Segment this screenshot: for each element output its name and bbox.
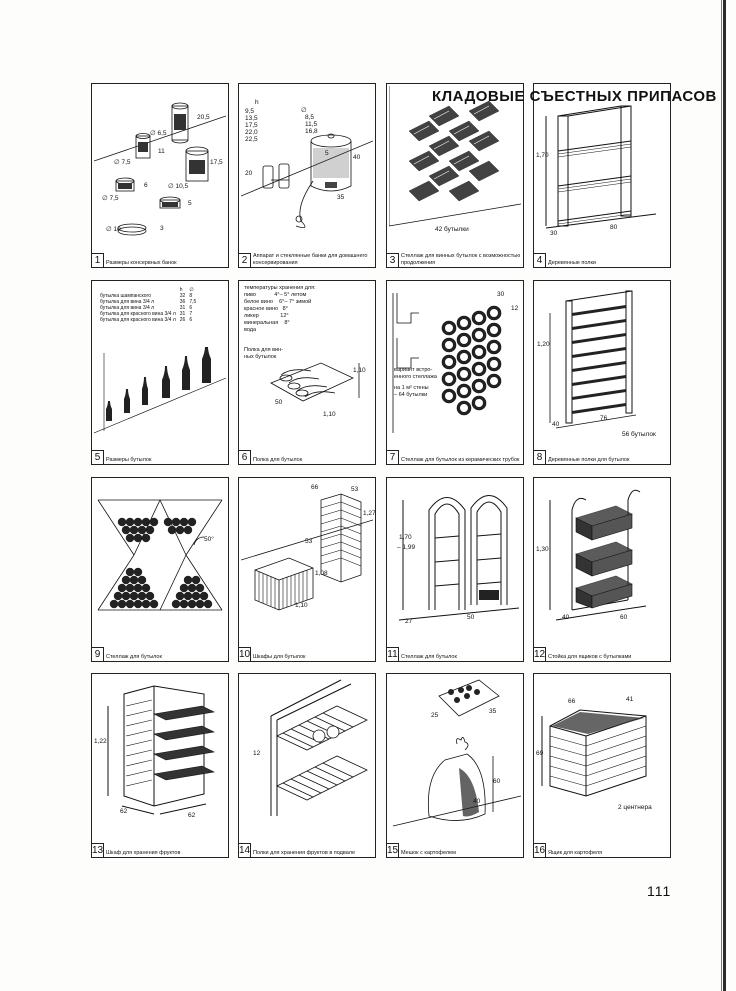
figure-caption: Шкафы для бутылок (253, 653, 306, 660)
dim-label: 30 (497, 291, 505, 298)
dim-label: 60 (620, 614, 628, 621)
dim-label: 40 (353, 154, 361, 161)
figure-9-bottle-rack-drawing (94, 480, 226, 638)
dim-label: 50 (275, 399, 283, 406)
page-edge (723, 0, 726, 991)
figure-caption: Деревянные полки (548, 259, 596, 266)
dim-label: 20 (245, 170, 253, 177)
capacity-label: 56 бутылок (622, 431, 656, 438)
dim-label: 53 (305, 538, 313, 545)
figure-15-potato-sack-drawing (389, 676, 521, 834)
figure-number: 11 (387, 649, 398, 660)
figure-caption: Стеллаж для винных бутылок с возможностью продолжения (401, 253, 521, 266)
angle-label: 50° (204, 536, 214, 543)
figure-16-cell (533, 673, 671, 858)
figure-6-cell (238, 280, 376, 465)
figure-2-cell (238, 83, 376, 268)
shelf-description: Полка для вин- ных бутылок (244, 347, 284, 360)
dim-label: ∅ 10 (106, 226, 121, 233)
figure-10-cell (238, 477, 376, 662)
dim-label: 1,22 (94, 738, 107, 745)
dim-label: 35 (489, 708, 497, 715)
table-cell: 7 (189, 311, 193, 317)
dim-label: 66 (311, 484, 319, 491)
table-header-cell: ∅ (189, 287, 194, 293)
figure-caption: Стеллаж для бутылок (106, 653, 162, 660)
table-cell: бутылка для вина 3/4 л (100, 299, 155, 305)
figure-7-ceramic-tube-rack-drawing (389, 283, 521, 441)
dim-label: 60 (493, 778, 501, 785)
dim-label: ∅ 7,5 (102, 195, 119, 202)
dim-label: 1,27 (363, 510, 376, 517)
figure-caption: Деревянные полки для бутылок (548, 456, 630, 463)
dim-label: 1,70 (399, 534, 412, 541)
dim-label: 1,08 (315, 570, 328, 577)
dim-label: 1,10 (353, 367, 366, 374)
dim-label: 80 (610, 224, 618, 231)
figure-number: 13 (92, 845, 104, 856)
figure-caption: Стойка для ящиков с бутылками (548, 653, 632, 660)
dim-label: 17,5 (210, 159, 223, 166)
figure-caption: Полки для хранения фруктов в подвале (253, 849, 356, 856)
figure-13-fruit-cabinet-drawing (94, 676, 226, 834)
dim-label: 11 (158, 148, 165, 155)
figure-13-cell (91, 673, 229, 858)
h-values: 9,5 13,5 17,5 22,0 22,5 (245, 108, 258, 143)
figure-caption: Ящик для картофеля (548, 849, 603, 856)
figure-11-cell (386, 477, 524, 662)
dim-label: 41 (626, 696, 634, 703)
table-header-cell: h (179, 287, 183, 293)
dim-label: ∅ 7,5 (114, 159, 131, 166)
dim-label: 76 (600, 415, 608, 422)
figure-1-cell (91, 83, 229, 268)
dim-label: 66 (568, 698, 576, 705)
figure-5-bottles-drawing (94, 283, 226, 441)
figure-3-wine-rack-drawing (389, 86, 521, 244)
table-cell: бутылка для красного вина 3/4 л (100, 311, 176, 317)
figure-number: 15 (387, 845, 399, 856)
d-header: ∅ (301, 107, 307, 114)
figure-caption: Шкаф для хранения фруктов (106, 849, 181, 856)
dim-label: 5 (325, 150, 329, 157)
figure-5-cell (91, 280, 229, 465)
table-cell: 8 (189, 293, 193, 299)
figure-14-cellar-fruit-shelves-drawing (241, 676, 373, 834)
figure-6-bottle-shelf-drawing (241, 283, 373, 441)
figure-2-canning-drawing (241, 86, 373, 244)
figure-number: 6 (239, 450, 251, 464)
dim-label: 30 (550, 230, 558, 237)
page-number: 111 (647, 883, 672, 899)
capacity-label: 42 бутылки (435, 226, 469, 233)
table-cell: 31 (179, 305, 186, 311)
dim-label: 1,20 (537, 341, 550, 348)
dim-label: 1,70 (536, 152, 549, 159)
dim-label: 40 (552, 421, 560, 428)
dim-label: 62 (120, 808, 128, 815)
figure-caption: Размеры консервных банок (106, 259, 177, 266)
storage-temperatures: температуры хранения для: пиво 4°– 5° летом белое вино 6°– 7° зимой красное вино 8° ликер 12° минеральная 8° вода (244, 285, 316, 333)
figure-caption: Полка для бутылок (253, 456, 303, 463)
table-cell: 6 (189, 317, 193, 323)
figure-4-cell (533, 83, 671, 268)
figure-number: 14 (239, 845, 251, 856)
dim-label: 40 (562, 614, 570, 621)
dim-label: 3 (160, 225, 164, 232)
figure-caption: Мешок с картофелем (401, 849, 456, 856)
table-cell: 31 (179, 311, 186, 317)
figure-number: 1 (92, 253, 104, 267)
figure-14-cell (238, 673, 376, 858)
figure-number: 12 (534, 649, 546, 660)
dim-label: 5 (188, 200, 192, 207)
figure-15-cell (386, 673, 524, 858)
dim-label: 12 (511, 305, 519, 312)
figure-caption: Размеры бутылок (106, 456, 152, 463)
figure-number: 7 (387, 450, 399, 464)
table-cell: 7,5 (189, 299, 197, 305)
dim-label: 6 (144, 182, 148, 189)
figure-number: 5 (92, 450, 104, 464)
table-cell: 36 (179, 299, 186, 305)
figure-9-cell (91, 477, 229, 662)
table-cell: 32 (179, 293, 186, 299)
figure-caption: Стеллаж для бутылок из керамических трубок (401, 456, 520, 463)
figure-number: 2 (239, 253, 251, 267)
figure-7-cell (386, 280, 524, 465)
dim-label: 1,10 (295, 602, 308, 609)
table-cell: бутылка для вина 3/4 л (100, 305, 155, 311)
figure-12-cell (533, 477, 671, 662)
dim-label: ∅ 6,5 (150, 130, 167, 137)
figure-4-wooden-shelves-drawing (536, 86, 668, 244)
built-in-variant-text: вариант встро- енного стеллажа (394, 367, 437, 380)
figure-number: 9 (92, 647, 104, 661)
figure-number: 16 (534, 845, 546, 856)
figure-caption: Стеллаж для бутылок (401, 653, 457, 660)
figure-number: 10 (239, 649, 251, 660)
dim-label: 53 (351, 486, 359, 493)
figure-10-bottle-cabinets-drawing (241, 480, 373, 638)
table-cell: 6 (189, 305, 193, 311)
capacity-note: на 1 м² стены – 64 бутылки (394, 385, 429, 398)
figure-3-cell (386, 83, 524, 268)
dim-label: 40 (473, 798, 481, 805)
dim-label: – 1,99 (397, 544, 416, 551)
figure-12-crate-stand-drawing (536, 480, 668, 638)
dim-label: 12 (253, 750, 261, 757)
dim-label: 50 (467, 614, 475, 621)
dim-label: 25 (431, 712, 439, 719)
capacity-label: 2 центнера (618, 804, 652, 811)
dim-label: 35 (337, 194, 345, 201)
dim-label: 1,30 (536, 546, 549, 553)
dim-label: 69 (536, 750, 544, 757)
h-header: h (255, 99, 259, 106)
dim-label: 27 (405, 618, 413, 625)
figure-number: 3 (387, 253, 399, 267)
table-cell: бутылка шампанского (100, 293, 152, 299)
table-cell: бутылка для красного вина 3/4 л (100, 317, 176, 323)
figure-11-arched-rack-drawing (389, 480, 521, 638)
dim-label: ∅ 10,5 (168, 183, 189, 190)
figure-caption: Аппарат и стеклянные банки для домашнего консервирования (253, 253, 368, 266)
d-values: 8,5 11,5 16,8 (305, 114, 318, 135)
table-cell: 26 (179, 317, 186, 323)
page-edge-line (721, 0, 722, 991)
dim-label: 1,10 (323, 411, 336, 418)
figure-8-cell (533, 280, 671, 465)
figure-number: 4 (534, 253, 546, 267)
dim-label: 62 (188, 812, 196, 819)
figure-number: 8 (534, 450, 546, 464)
dim-label: 20,5 (197, 114, 210, 121)
page-title: КЛАДОВЫЕ СЪЕСТНЫХ ПРИПАСОВ (432, 88, 717, 105)
